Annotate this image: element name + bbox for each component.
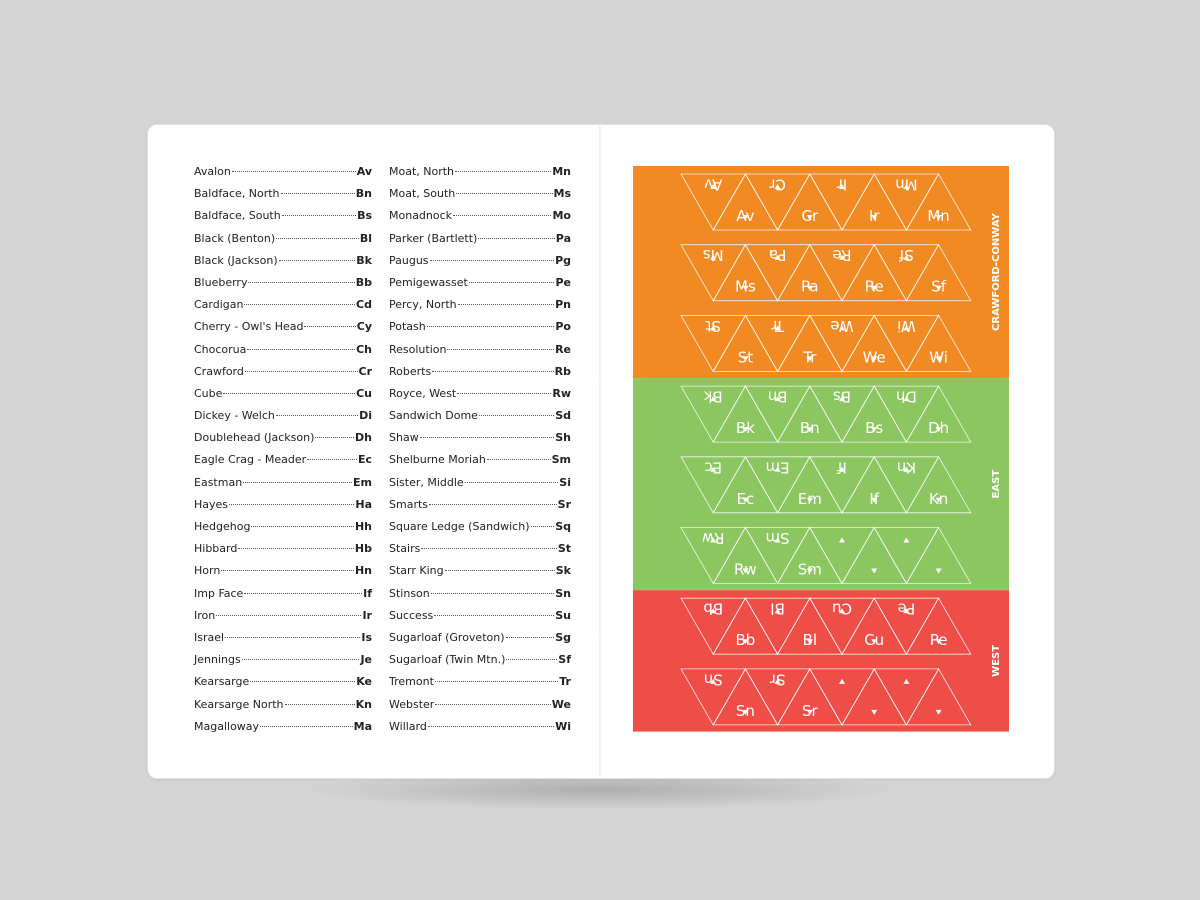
mountain-abbreviation: Bs	[357, 209, 372, 223]
sticker-code-inverted: Ms	[702, 246, 724, 265]
sticker-code-inverted: We	[830, 316, 854, 335]
sticker-code-inverted: Re	[832, 246, 852, 265]
mountain-abbreviation: Ke	[356, 675, 372, 689]
sticker-code: Tr	[803, 348, 817, 367]
sticker-code: Cr	[801, 207, 819, 225]
dot-leader	[238, 548, 354, 549]
index-entry	[194, 431, 372, 453]
mountain-name: Shaw	[389, 431, 419, 445]
region-label: CRAWFORD-CONWAY	[991, 213, 1002, 331]
sticker-code: Bs	[865, 419, 884, 438]
sticker-code: Bl	[802, 631, 818, 650]
sticker-code-inverted: Bn	[767, 387, 788, 406]
dot-leader	[506, 637, 555, 638]
mountain-name: Magalloway	[194, 719, 260, 733]
mountain-abbreviation: Bn	[355, 187, 372, 201]
mountain-name: Starr King	[389, 564, 444, 578]
sticker-sheet	[633, 166, 1009, 732]
index-entry	[194, 587, 372, 609]
mountain-name: Roberts	[389, 364, 432, 378]
dot-leader	[465, 482, 559, 483]
sticker-code-inverted: Pa	[768, 246, 787, 265]
index-entry	[389, 409, 571, 431]
sticker-code-inverted: Tr	[771, 316, 785, 335]
dot-leader	[447, 349, 554, 350]
sticker-code-inverted: Bs	[832, 387, 852, 406]
dot-leader	[276, 415, 358, 416]
mountain-name: Sandwich Dome	[389, 409, 478, 423]
mountain-name: Square Ledge (Sandwich)	[389, 520, 530, 533]
mountain-name: Tremont	[389, 675, 434, 689]
dot-leader	[304, 326, 355, 327]
index-entry	[389, 387, 571, 409]
mountain-abbreviation: Mn	[552, 165, 571, 178]
mountain-abbreviation: Em	[353, 475, 372, 489]
mountain-abbreviation: Rw	[552, 386, 571, 400]
sticker-code-inverted: Pe	[897, 599, 916, 618]
sticker-code: Ir	[868, 207, 880, 225]
sticker-code-inverted: Em	[765, 458, 790, 477]
dot-leader	[307, 459, 357, 460]
mountain-abbreviation: Is	[361, 630, 372, 644]
mountain-abbreviation: Pn	[555, 298, 571, 312]
dot-leader	[479, 415, 554, 416]
mountain-abbreviation: Sr	[557, 497, 571, 511]
mountain-abbreviation: Bk	[356, 253, 372, 267]
sticker-region	[633, 378, 1009, 590]
dot-leader	[429, 504, 557, 505]
mountain-name: Moat, North	[389, 165, 455, 178]
sticker-code: Em	[797, 489, 822, 508]
index-entry	[194, 720, 372, 742]
index-entry	[194, 298, 372, 320]
mountain-name: Iron	[194, 608, 216, 622]
dot-leader	[216, 615, 361, 616]
mountain-name: Parker (Bartlett)	[389, 231, 478, 245]
mountain-name: Pemigewasset	[389, 275, 468, 289]
sticker-code: If	[869, 489, 880, 508]
mountain-name: Crawford	[194, 364, 244, 378]
mountain-name: Hayes	[194, 497, 229, 511]
index-entry	[389, 320, 571, 342]
mountain-abbreviation: Cy	[356, 320, 372, 334]
sticker-code: Bn	[799, 419, 820, 438]
mountain-abbreviation: Pe	[555, 275, 571, 289]
sticker-code: Ms	[735, 277, 756, 296]
dot-leader	[428, 726, 554, 727]
dot-leader	[427, 326, 555, 327]
dot-leader	[285, 704, 355, 705]
mountain-name: Eastman	[194, 475, 243, 489]
index-entry	[389, 498, 571, 520]
mountain-name: Smarts	[389, 497, 429, 511]
index-entry	[389, 165, 571, 187]
index-entry	[389, 365, 571, 387]
mountain-name: Hibbard	[194, 542, 238, 556]
mountain-name: Shelburne Moriah	[389, 453, 486, 467]
mountain-name: Sugarloaf (Groveton)	[389, 630, 505, 644]
mountain-name: Potash	[389, 320, 426, 334]
sticker-code-inverted: Cu	[832, 599, 852, 618]
index-entry	[389, 476, 571, 498]
index-entry	[389, 453, 571, 475]
dot-leader	[276, 238, 359, 239]
mountain-abbreviation: Sd	[555, 409, 571, 423]
sticker-code-inverted: Kn	[896, 458, 917, 477]
mountain-abbreviation: Ir	[362, 608, 372, 622]
dot-leader	[223, 393, 355, 394]
mountain-abbreviation: If	[363, 586, 372, 600]
region-label: WEST	[991, 644, 1002, 677]
dot-leader	[478, 238, 554, 239]
dot-leader	[225, 637, 360, 638]
mountain-name: Hedgehog	[194, 520, 251, 533]
dot-leader	[487, 459, 551, 460]
sticker-code-inverted: Sn	[703, 670, 723, 689]
mountain-abbreviation: Hh	[354, 520, 372, 533]
mountain-name: Cardigan	[194, 298, 244, 312]
mountain-name: Royce, West	[389, 386, 457, 400]
sticker-code-inverted: Mn	[895, 175, 918, 194]
index-entry	[389, 343, 571, 365]
index-entry	[389, 675, 571, 697]
index-entry	[194, 343, 372, 365]
mountain-name: Stairs	[389, 542, 421, 556]
index-entry	[194, 453, 372, 475]
dot-leader	[430, 260, 555, 261]
mountain-name: Blueberry	[194, 275, 248, 289]
index-entry	[389, 587, 571, 609]
dot-leader	[456, 193, 552, 194]
mountain-abbreviation: Av	[356, 165, 372, 178]
dot-leader	[453, 215, 551, 216]
index-entry	[194, 520, 372, 542]
index-entry	[389, 209, 571, 231]
dot-leader	[531, 526, 555, 527]
sticker-code-inverted: St	[705, 316, 721, 335]
mountain-abbreviation: Pa	[555, 231, 571, 245]
dot-leader	[247, 349, 355, 350]
dot-leader	[282, 215, 356, 216]
sticker-code: Ec	[736, 489, 755, 508]
dot-leader	[248, 282, 354, 283]
sticker-region	[633, 166, 1009, 378]
sticker-code-inverted: Av	[704, 175, 723, 194]
mountain-name: Chocorua	[194, 342, 247, 356]
sticker-code: Sr	[801, 701, 818, 720]
sticker-code: We	[862, 348, 886, 367]
index-entry	[194, 320, 372, 342]
sticker-code-inverted: Ir	[836, 175, 848, 194]
sticker-code-inverted: Sf	[898, 246, 914, 265]
sticker-code: Mn	[927, 207, 950, 225]
index-entry	[389, 653, 571, 675]
mountain-abbreviation: Dh	[355, 431, 372, 445]
mountain-abbreviation: Sk	[555, 564, 571, 578]
mountain-name: Israel	[194, 630, 225, 644]
sticker-code-inverted: Wi	[897, 316, 916, 335]
index-entry	[389, 631, 571, 653]
mountain-abbreviation: Bb	[355, 275, 372, 289]
mountain-name: Sister, Middle	[389, 475, 464, 489]
mountain-name: Paugus	[389, 253, 429, 267]
mountain-abbreviation: Kn	[355, 697, 372, 711]
sticker-code-inverted: If	[837, 458, 847, 477]
book-spine	[599, 124, 601, 777]
mountain-abbreviation: Hb	[354, 542, 372, 556]
mountain-abbreviation: Je	[360, 653, 372, 667]
sticker-code: Sf	[931, 277, 947, 296]
mountain-name: Baldface, North	[194, 187, 280, 201]
dot-leader	[435, 704, 550, 705]
mountain-name: Sugarloaf (Twin Mtn.)	[389, 653, 506, 667]
mountain-abbreviation: Po	[555, 320, 571, 334]
index-entry	[194, 675, 372, 697]
index-entry	[389, 720, 571, 742]
sticker-code: Sn	[735, 701, 755, 720]
index-entry	[389, 431, 571, 453]
dot-leader	[243, 482, 352, 483]
index-entry	[194, 498, 372, 520]
dot-leader	[221, 570, 354, 571]
sticker-code: Dh	[928, 419, 950, 438]
mountain-abbreviation: Sn	[555, 586, 571, 600]
mountain-abbreviation: Pg	[555, 253, 571, 267]
dot-leader	[457, 393, 551, 394]
index-entry	[389, 520, 571, 542]
sticker-code-inverted: Cr	[769, 175, 786, 194]
mountain-abbreviation: Sg	[555, 630, 571, 644]
mountain-abbreviation: Sq	[555, 520, 571, 533]
mountain-abbreviation: Mo	[552, 209, 571, 223]
mountain-abbreviation: St	[557, 542, 571, 556]
sticker-code: Bb	[735, 631, 756, 650]
mountain-abbreviation: Ms	[553, 187, 571, 201]
index-entry	[194, 564, 372, 586]
sticker-code: Sm	[797, 560, 822, 579]
mountain-name: Willard	[389, 719, 427, 733]
index-entry	[389, 232, 571, 254]
mountain-name: Percy, North	[389, 298, 457, 312]
sticker-code: Wi	[929, 348, 948, 367]
index-entry	[194, 631, 372, 653]
dot-leader	[244, 304, 355, 305]
sticker-code-inverted: Dh	[895, 387, 917, 406]
mountain-name: Black (Jackson)	[194, 253, 278, 267]
index-entry	[389, 187, 571, 209]
dot-leader	[251, 526, 353, 527]
sticker-code: St	[737, 348, 754, 367]
index-entry	[194, 254, 372, 276]
dot-leader	[281, 193, 355, 194]
mountain-name: Baldface, South	[194, 209, 281, 223]
dot-leader	[455, 171, 551, 172]
mountain-name: Doublehead (Jackson)	[194, 431, 315, 445]
index-entry	[194, 232, 372, 254]
dot-leader	[431, 593, 554, 594]
mountain-abbreviation: Si	[559, 475, 571, 489]
dot-leader	[421, 548, 556, 549]
mountain-name: Avalon	[194, 165, 231, 178]
mountain-name: Kearsarge North	[194, 697, 284, 711]
mountain-name: Imp Face	[194, 586, 244, 600]
mountain-name: Eagle Crag - Meader	[194, 453, 307, 467]
dot-leader	[432, 371, 553, 372]
sticker-code: Bk	[735, 419, 755, 438]
index-entry	[389, 276, 571, 298]
sticker-code: Pa	[801, 277, 819, 296]
region-label: EAST	[991, 469, 1002, 499]
mountain-abbreviation: Cu	[356, 386, 372, 400]
sticker-code: Av	[736, 207, 755, 225]
index-column-right	[389, 165, 571, 742]
mountain-name: Kearsarge	[194, 675, 250, 689]
mountain-abbreviation: Sf	[558, 653, 571, 667]
mountain-name: Horn	[194, 564, 221, 578]
dot-leader	[506, 659, 557, 660]
dot-leader	[458, 304, 554, 305]
region-background	[633, 590, 1009, 731]
mountain-abbreviation: Ha	[355, 497, 372, 511]
mountain-name: Cube	[194, 386, 223, 400]
index-entry	[194, 476, 372, 498]
mountain-abbreviation: Cd	[356, 298, 372, 312]
index-entry	[194, 365, 372, 387]
mountain-name: Webster	[389, 697, 435, 711]
mountain-name: Resolution	[389, 342, 447, 356]
mountain-abbreviation: Ch	[356, 342, 372, 356]
index-entry	[389, 564, 571, 586]
index-entry	[389, 609, 571, 631]
dot-leader	[469, 282, 555, 283]
index-entry	[194, 387, 372, 409]
sticker-region	[633, 590, 1009, 731]
mountain-abbreviation: Hn	[354, 564, 372, 578]
dot-leader	[279, 260, 356, 261]
dot-leader	[232, 171, 356, 172]
sticker-code: Pe	[929, 631, 948, 650]
mountain-abbreviation: Sh	[555, 431, 571, 445]
sticker-code-inverted: Sr	[769, 670, 786, 689]
sticker-code: Re	[864, 277, 884, 296]
index-entry	[389, 542, 571, 564]
mountain-abbreviation: Wi	[555, 719, 571, 733]
mountain-name: Cherry - Owl's Head	[194, 320, 304, 334]
mountain-name: Moat, South	[389, 187, 456, 201]
sticker-code: Kn	[928, 489, 949, 508]
dot-leader	[434, 615, 554, 616]
sticker-code-inverted: Ec	[704, 458, 723, 477]
mountain-abbreviation: Tr	[559, 675, 571, 689]
sticker-code: Rw	[734, 560, 757, 579]
sticker-code-inverted: Bb	[703, 599, 724, 618]
dot-leader	[242, 659, 360, 660]
sticker-code-inverted: Bl	[770, 599, 785, 618]
index-entry	[389, 298, 571, 320]
index-entry	[194, 209, 372, 231]
mountain-abbreviation: Bl	[359, 231, 372, 245]
mountain-abbreviation: Su	[555, 608, 571, 622]
index-entry	[194, 187, 372, 209]
index-entry	[194, 276, 372, 298]
dot-leader	[250, 681, 355, 682]
mountain-abbreviation: Ec	[357, 453, 372, 467]
mountain-name: Jennings	[194, 653, 241, 667]
dot-leader	[245, 371, 358, 372]
mountain-name: Stinson	[389, 586, 430, 600]
mountain-abbreviation: Cr	[358, 364, 372, 378]
mountain-abbreviation: Ma	[353, 719, 372, 733]
index-entry	[389, 698, 571, 720]
mountain-abbreviation: Rb	[554, 364, 571, 378]
dot-leader	[445, 570, 555, 571]
index-entry	[194, 165, 372, 187]
index-entry	[194, 698, 372, 720]
index-entry	[194, 609, 372, 631]
index-entry	[194, 409, 372, 431]
dot-leader	[420, 437, 555, 438]
index-entry	[194, 653, 372, 675]
index-entry	[194, 542, 372, 564]
mountain-name: Monadnock	[389, 209, 453, 223]
sticker-code-inverted: Bk	[703, 387, 723, 406]
sticker-code: Cu	[864, 631, 885, 650]
mountain-name: Dickey - Welch	[194, 409, 275, 423]
dot-leader	[229, 504, 354, 505]
index-entry	[389, 254, 571, 276]
mountain-abbreviation: We	[551, 697, 571, 711]
mountain-name: Success	[389, 608, 434, 622]
sticker-code-inverted: Sm	[765, 529, 790, 547]
mountain-abbreviation: Re	[555, 342, 571, 356]
dot-leader	[435, 681, 558, 682]
dot-leader	[315, 437, 354, 438]
mountain-name: Black (Benton)	[194, 231, 276, 245]
dot-leader	[260, 726, 353, 727]
sticker-code-inverted: Rw	[701, 529, 725, 547]
dot-leader	[244, 593, 362, 594]
mountain-abbreviation: Di	[359, 409, 372, 423]
mountain-abbreviation: Sm	[551, 453, 571, 467]
index-column-left	[194, 165, 372, 742]
